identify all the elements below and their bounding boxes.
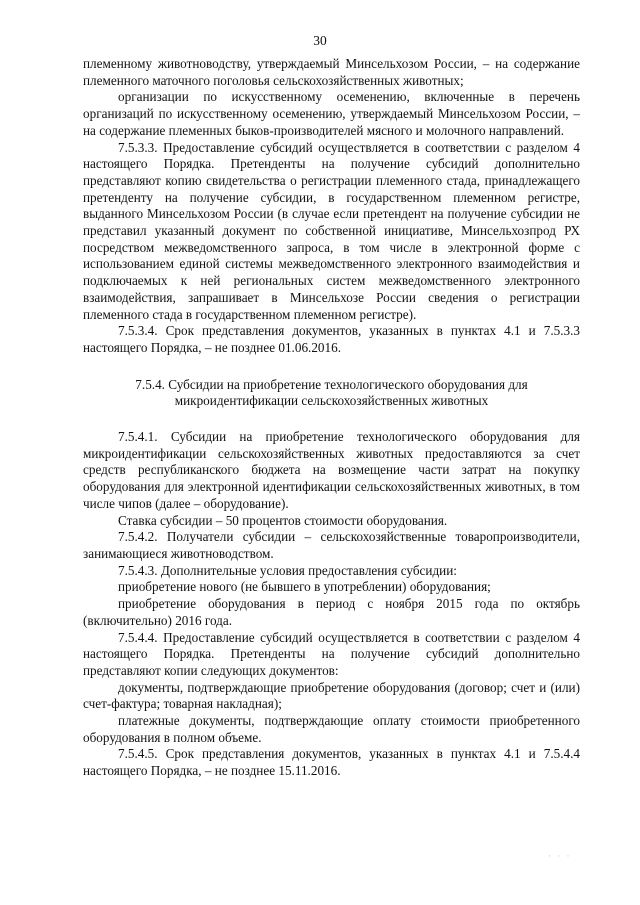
paragraph: организации по искусственному осеменению, включенные в перечень организаций по искусственному осеменению, утверждаемый Минсельхозом России, – на содержание племенных быков-производителей мясного и молочного направлений. — [83, 89, 580, 138]
section-heading: 7.5.4. Субсидии на приобретение технологического оборудования для микроидентификации сельскохозяйственных животных — [135, 376, 528, 409]
document-body — [83, 56, 580, 780]
paragraph: 7.5.4.2. Получатели субсидии – сельскохозяйственные товаропроизводители, занимающиеся животноводством. — [83, 529, 580, 561]
paragraph: 7.5.3.3. Предоставление субсидий осуществляется в соответствии с разделом 4 настоящего Порядка. Претенденты на получение субсидий дополнительно представляют копию свидетельства о регистрации племенного стада, принадлежащего претенденту на получение субсидии, в государственном племенном регистре, выданного Минсельхозом России (в случае если претендент на получение субсидии не представил указанный документ по собственной инициативе, Минсельхозпрод РХ посредством межведомственного запроса, в том числе в электронной форме с использованием единой системы межведомственного электронного взаимодействия и подключаемых к ней региональных систем межведомственного электронного взаимодействия, запрашивает в Минсельхозе России сведения о регистрации племенного стада в государственном племенном регистре). — [83, 139, 580, 322]
paragraph: документы, подтверждающие приобретение оборудования (договор; счет и (или) счет-фактура; товарная накладная); — [83, 679, 580, 712]
scan-speck: · · · — [548, 851, 572, 861]
paragraph: 7.5.4.5. Срок представления документов, указанных в пунктах 4.1 и 7.5.4.4 настоящего Порядка, – не позднее 15.11.2016. — [83, 746, 580, 779]
paragraph: приобретение нового (не бывшего в употреблении) оборудования; — [118, 579, 491, 595]
paragraph: 7.5.4.4. Предоставление субсидий осуществляется в соответствии с разделом 4 настоящего Порядка. Претенденты на получение субсидий дополнительно представляют копии следующих документов: — [83, 629, 580, 678]
paragraph: 7.5.3.4. Срок представления документов, указанных в пунктах 4.1 и 7.5.3.3 настоящего Порядка, – не позднее 01.06.2016. — [83, 323, 580, 355]
paragraph: 7.5.4.1. Субсидии на приобретение технологического оборудования для микроидентификации сельскохозяйственных животных предоставляются за счет средств республиканского бюджета на возмещение части затрат на покупку оборудования для электронной идентификации сельскохозяйственных животных, в том числе чипов (далее – оборудование). — [83, 429, 580, 511]
paragraph: платежные документы, подтверждающие оплату стоимости приобретенного оборудования в полном объеме. — [83, 713, 580, 745]
paragraph: приобретение оборудования в период с ноября 2015 года по октябрь (включительно) 2016 года. — [83, 596, 580, 628]
paragraph: племенному животноводству, утверждаемый Минсельхозом России, – на содержание племенного маточного поголовья сельскохозяйственных животных; — [83, 56, 580, 88]
page-number: 30 — [313, 33, 327, 48]
paragraph: Ставка субсидии – 50 процентов стоимости оборудования. — [118, 512, 448, 528]
paragraph: 7.5.4.3. Дополнительные условия предоставления субсидии: — [118, 562, 457, 578]
